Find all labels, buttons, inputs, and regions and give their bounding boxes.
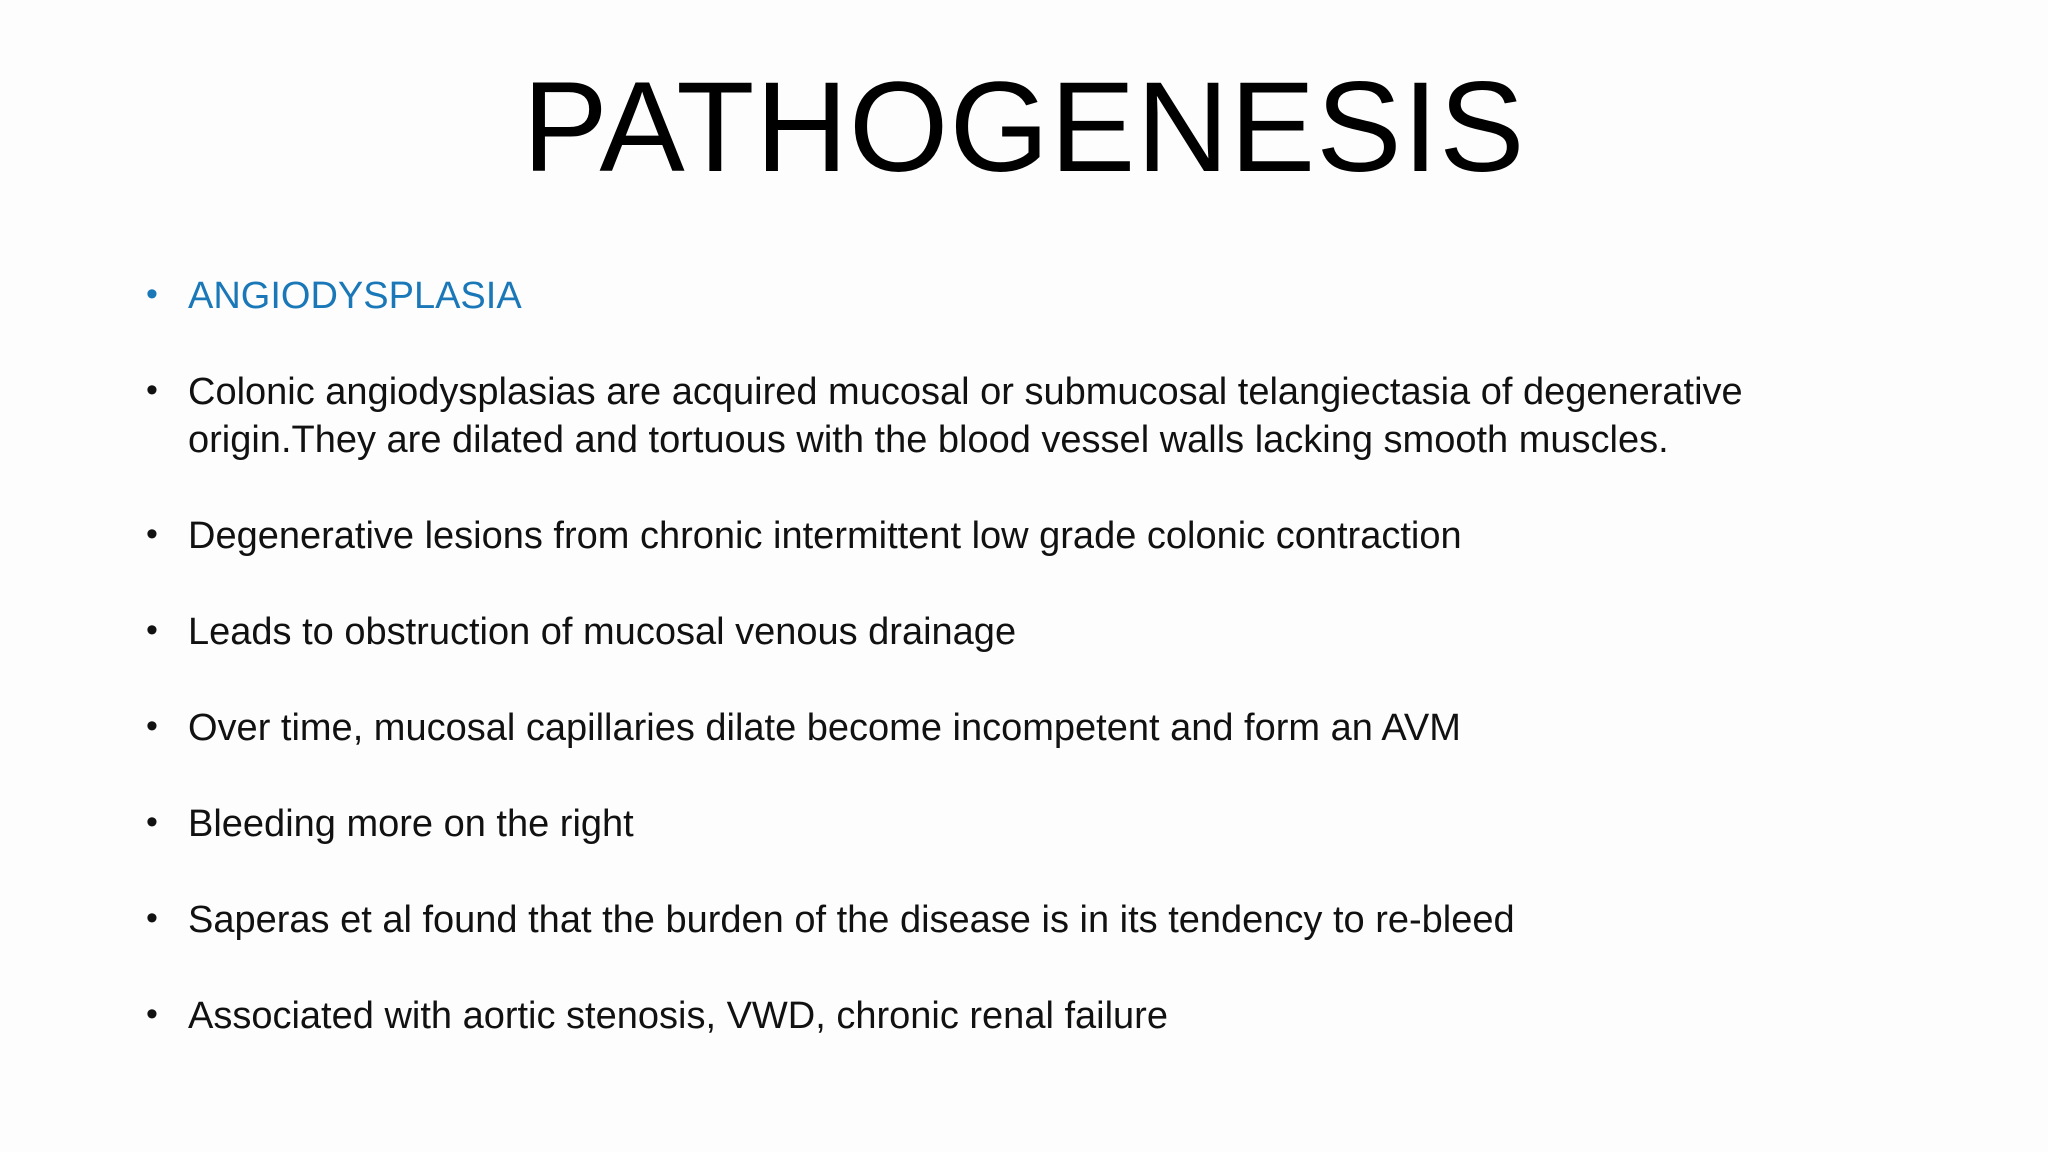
bullet-item — [146, 800, 1846, 848]
bullet-marker: • — [146, 275, 158, 313]
bullet-text: Over time, mucosal capillaries dilate become incompetent and form an AVM — [188, 707, 1461, 749]
bullet-text: Saperas et al found that the burden of the disease is in its tendency to re-bleed — [188, 899, 1515, 941]
bullet-marker: • — [146, 515, 158, 553]
bullet-item — [146, 992, 1846, 1040]
bullet-marker: • — [146, 899, 158, 937]
bullet-text: Degenerative lesions from chronic intermittent low grade colonic contraction — [188, 515, 1462, 557]
bullet-text: Colonic angiodysplasias are acquired mucosal or submucosal telangiectasia of degenerative origin.They are dilated and tortuous with the blood vessel walls lacking smooth muscles. — [188, 371, 1743, 461]
bullet-marker: • — [146, 371, 158, 409]
bullet-item — [146, 896, 1846, 944]
bullet-marker: • — [146, 611, 158, 649]
bullet-marker: • — [146, 995, 158, 1033]
bullet-item — [146, 368, 1846, 464]
slide-title: PATHOGENESIS — [522, 56, 1526, 199]
bullet-item — [146, 272, 1846, 320]
bullet-text: Associated with aortic stenosis, VWD, chronic renal failure — [188, 995, 1168, 1037]
bullet-text: Leads to obstruction of mucosal venous drainage — [188, 611, 1017, 653]
bullet-item — [146, 608, 1846, 656]
bullet-item — [146, 512, 1846, 560]
bullet-text: ANGIODYSPLASIA — [188, 275, 522, 317]
bullet-marker: • — [146, 803, 158, 841]
bullet-list — [146, 272, 1846, 1088]
bullet-item — [146, 704, 1846, 752]
bullet-marker: • — [146, 707, 158, 745]
bullet-text: Bleeding more on the right — [188, 803, 634, 845]
